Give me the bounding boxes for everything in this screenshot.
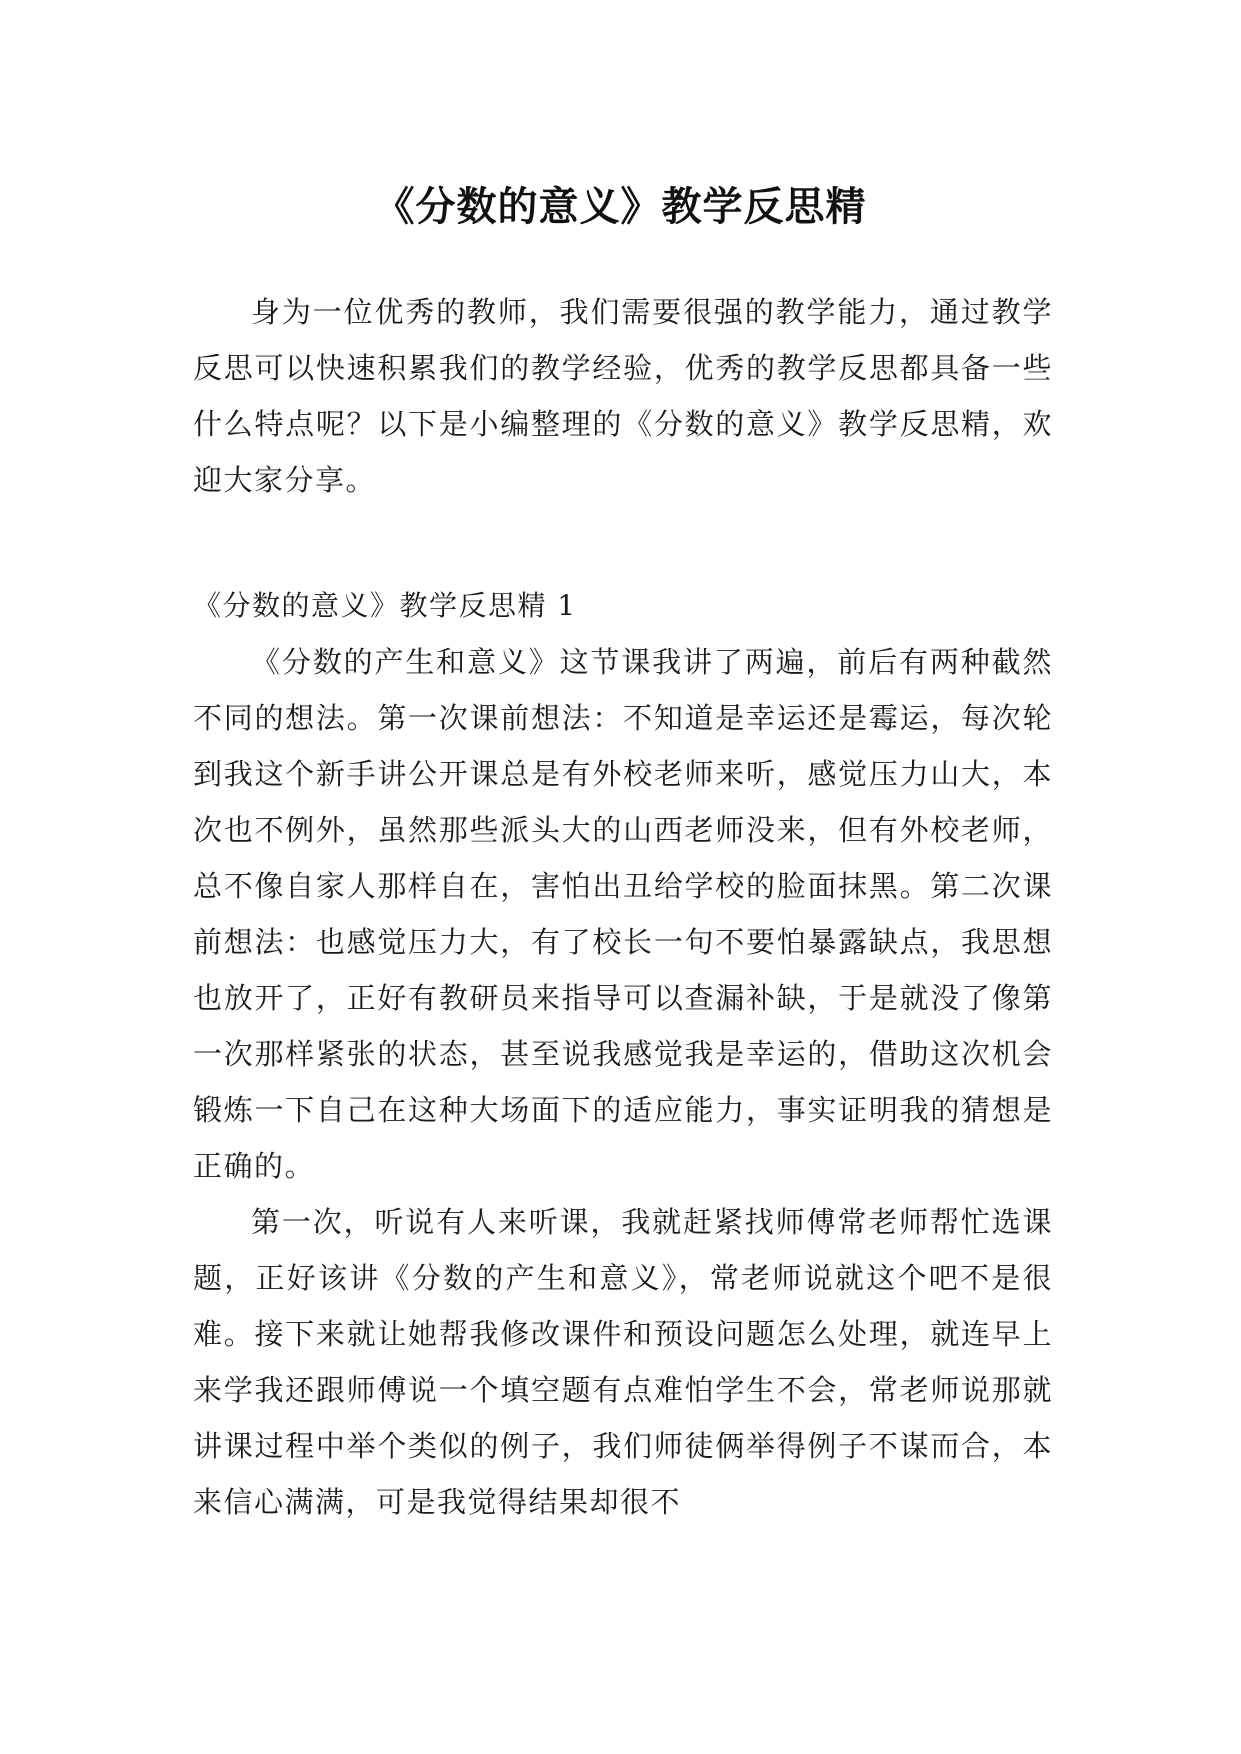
intro-block [193, 284, 1053, 508]
body-paragraph: 《分数的产生和意义》这节课我讲了两遍，前后有两种截然不同的想法。第一次课前想法：不知道是幸运还是霉运，每次轮到我这个新手讲公开课总是有外校老师来听，感觉压力山大，本次也不例外，虽然那些派头大的山西老师没来，但有外校老师，总不像自家人那样自在，害怕出丑给学校的脸面抹黑。第二次课前想法：也感觉压力大，有了校长一句不要怕暴露缺点，我思想也放开了，正好有教研员来指导可以查漏补缺，于是就没了像第一次那样紧张的状态，甚至说我感觉我是幸运的，借助这次机会锻炼一下自己在这种大场面下的适应能力，事实证明我的猜想是正确的。 [193, 645, 1053, 1183]
section-heading: 《分数的意义》教学反思精 1 [193, 589, 577, 622]
body-paragraph: 第一次，听说有人来听课，我就赶紧找师傅常老师帮忙选课题，正好该讲《分数的产生和意义》，常老师说就这个吧不是很难。接下来就让她帮我修改课件和预设问题怎么处理，就连早上来学我还跟师傅说一个填空题有点难怕学生不会，常老师说那就讲课过程中举个类似的例子，我们师徒俩举得例子不谋而合，本来信心满满，可是我觉得结果却很不 [193, 1205, 1053, 1519]
section-block [193, 578, 1053, 1530]
intro-paragraph: 身为一位优秀的教师，我们需要很强的教学能力，通过教学反思可以快速积累我们的教学经验，优秀的教学反思都具备一些什么特点呢？以下是小编整理的《分数的意义》教学反思精，欢迎大家分享。 [193, 295, 1053, 497]
document-title: 《分数的意义》教学反思精 [374, 183, 867, 230]
